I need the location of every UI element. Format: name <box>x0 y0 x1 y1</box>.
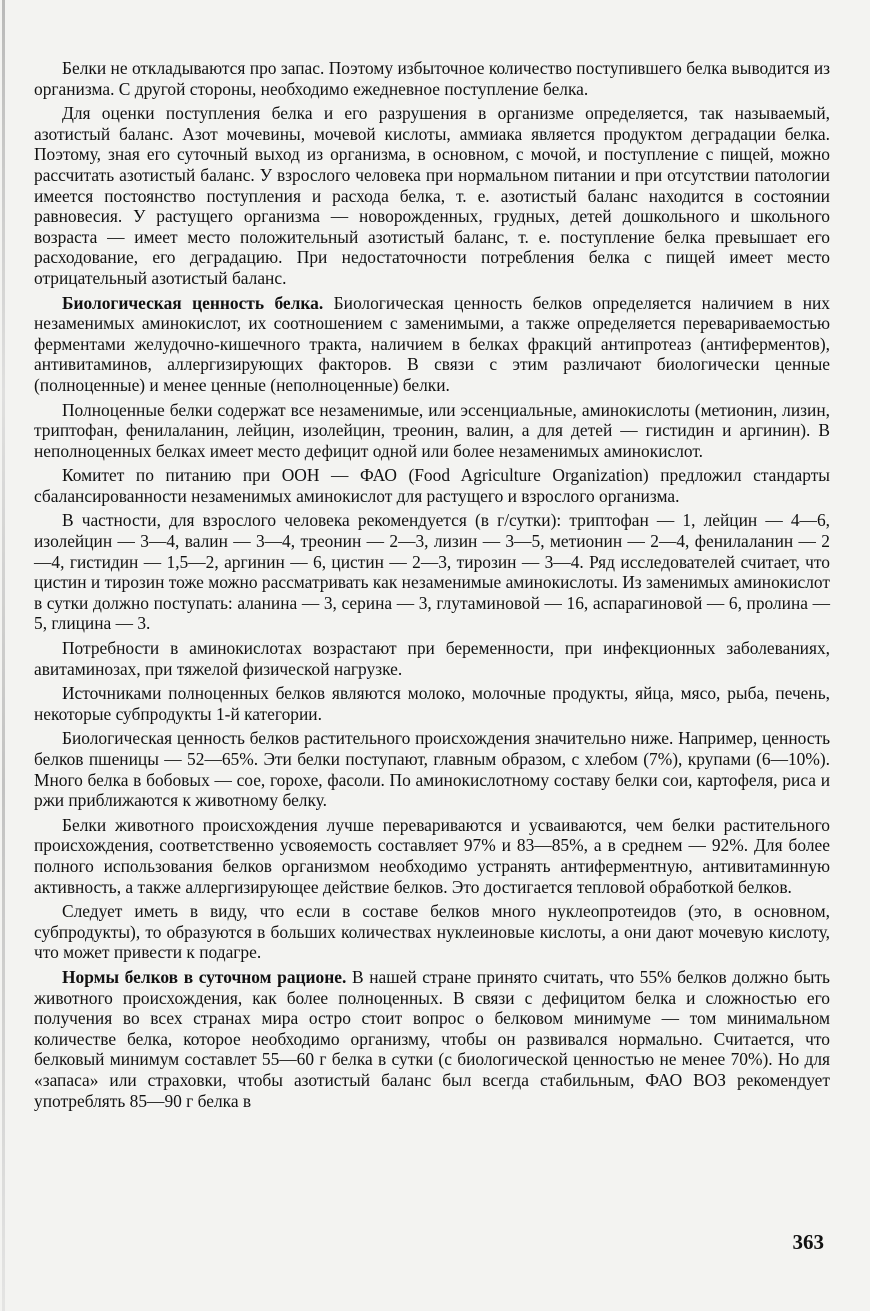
paragraph-text: Биологическая ценность белков определяется наличием в них незаменимых аминокислот, их соотношением с заменимыми, а также определяется перевариваемостью ферментами желудочно-кишечного тракта, наличием в белках фракций антипротеаз (антиферментов), антивитаминов, аллергизирующих факторов. В связи с этим различают биологически ценные (полноценные) и менее ценные (неполноценные) белки. <box>34 292 830 395</box>
paragraph-text: Источниками полноценных белков являются молоко, молочные продукты, яйца, мясо, рыба, печень, некоторые субпродукты 1-й категории. <box>34 683 830 724</box>
paragraph-text: В нашей стране принято считать, что 55% белков должно быть животного происхождения, как более полноценных. В связи с дефицитом белка и сложностью его получения во всех странах мира остро стоит вопрос о белковом минимуме — том минимальном количестве белка, которое необходимо организму, чтобы он развивался нормально. Считается, что белковый минимум составлет 55—60 г белка в сутки (с биологической ценностью не менее 70%). Но для «запаса» или страховки, чтобы азотистый баланс был всегда стабильным, ФАО ВОЗ рекомендует употреблять 85—90 г белка в <box>34 966 830 1111</box>
paragraph-text: Полноценные белки содержат все незаменимые, или эссенциальные, аминокислоты (метионин, лизин, триптофан, фенилаланин, лейцин, изолейцин, треонин, валин, а для детей — гистидин и аргинин). В неполноценных белках имеет место дефицит одной или более незаменимых аминокислот. <box>34 399 830 461</box>
paragraph-text: Комитет по питанию при ООН — ФАО (Food Agriculture Organization) предложил стандарты сбалансированности незаменимых аминокислот для растущего и взрослого организма. <box>34 465 830 506</box>
paragraph-11 <box>34 901 830 963</box>
paragraph-5 <box>34 465 830 506</box>
page-number: 363 <box>792 1230 824 1254</box>
page-body <box>34 58 830 1115</box>
paragraph-lead: Биологическая ценность белка. <box>62 292 324 313</box>
paragraph-10 <box>34 815 830 897</box>
paragraph-4 <box>34 400 830 462</box>
paragraph-3 <box>34 293 830 396</box>
page-edge-shadow <box>2 0 5 1311</box>
paragraph-7 <box>34 638 830 679</box>
paragraph-2 <box>34 103 830 288</box>
paragraph-text: Биологическая ценность белков растительного происхождения значительно ниже. Например, ценность белков пшеницы — 52—65%. Эти белки поступают, главным образом, с хлебом (7%), крупами (6—10%). Много белка в бобовых — сое, горохе, фасоли. По аминокислотному составу белки сои, картофеля, риса и ржи приближаются к животному белку. <box>34 728 830 811</box>
paragraph-text: Для оценки поступления белка и его разрушения в организме определяется, так называемый, азотистый баланс. Азот мочевины, мочевой кислоты, аммиака является продуктом деградации белка. Поэтому, зная его суточный выход из организма, в основном, с мочой, и поступление с пищей, можно рассчитать азотистый баланс. У взрослого человека при нормальном питании и при отсутствии патологии имеется постоянство поступления и расхода белка, т. е. азотистый баланс находится в состоянии равновесия. У растущего организма — новорожденных, грудных, детей дошкольного и школьного возраста — имеет место положительный азотистый баланс, т. е. поступление белка превышает его расходование, его деградацию. При недостаточности потребления белка с пищей имеет место отрицательный азотистый баланс. <box>34 103 830 288</box>
paragraph-8 <box>34 683 830 724</box>
paragraph-text: Белки не откладываются про запас. Поэтому избыточное количество поступившего белка выводится из организма. С другой стороны, необходимо ежедневное поступление белка. <box>34 58 830 99</box>
paragraph-text: Потребности в аминокислотах возрастают при беременности, при инфекционных заболеваниях, авитаминозах, при тяжелой физической нагрузке. <box>34 638 830 679</box>
paragraph-6 <box>34 510 830 634</box>
paragraph-9 <box>34 728 830 810</box>
paragraph-1 <box>34 58 830 99</box>
paragraph-text: Следует иметь в виду, что если в составе белков много нуклеопротеидов (это, в основном, субпродукты), то образуются в больших количествах нуклеиновые кислоты, а они дают мочевую кислоту, что может привести к подагре. <box>34 901 830 963</box>
paragraph-12 <box>34 967 830 1111</box>
paragraph-text: В частности, для взрослого человека рекомендуется (в г/сутки): триптофан — 1, лейцин — 4—6, изолейцин — 3—4, валин — 3—4, треонин — 2—3, лизин — 3—5, метионин — 2—4, фенилаланин — 2—4, гистидин — 1,5—2, аргинин — 6, цистин — 2—3, тирозин — 3—4. Ряд исследователей считает, что цистин и тирозин тоже можно рассматривать как незаменимые аминокислоты. Из заменимых аминокислот в сутки должно поступать: аланина — 3, серина — 3, глутаминовой — 16, аспарагиновой — 6, пролина — 5, глицина — 3. <box>34 510 830 634</box>
paragraph-text: Белки животного происхождения лучше перевариваются и усваиваются, чем белки растительного происхождения, соответственно усвояемость составляет 97% и 83—85%, а в среднем — 92%. Для более полного использования белков организмом необходимо устранять антиферментную, антивитаминную активность, а также аллергизирующее действие белков. Это достигается тепловой обработкой белков. <box>34 814 830 897</box>
paragraph-lead: Нормы белков в суточном рационе. <box>62 966 347 987</box>
